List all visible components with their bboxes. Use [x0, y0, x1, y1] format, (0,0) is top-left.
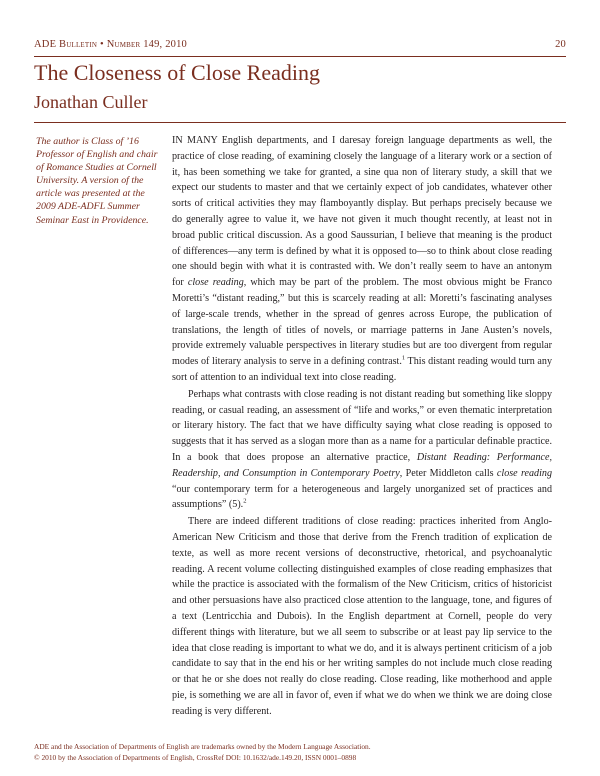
book-title: Distant Reading: Performance, Readership, and Consumption in Contemporary Poetry [172, 451, 552, 479]
footnote-ref[interactable]: 1 [401, 354, 406, 362]
copyright-notice: © 2010 by the Association of Departments of English, CrossRef DOI: 10.1632/ade.149.20, ISSN 0001–0898 [34, 752, 357, 762]
text-run: , which may be part of the problem. The most obvious might be Franco Moretti’s “distant reading,” but this is scarcely reading at all: Moretti’s fascinating analyses of large-scale trends, whether in the spread of genres across Europe, the publication of translations, the length of titles of novels, or marriage patterns in Jane Austen’s novels, provide extremely valuable perspectives in literary studies but are too divergent from regular modes of literary analysis to serve in a defining contrast. [172, 277, 552, 368]
issue-number: Number 149, 2010 [106, 39, 187, 50]
trademark-notice: ADE and the Association of Departments of English are trademarks owned by the Modern Language Association. [34, 742, 371, 751]
top-rule [34, 56, 566, 57]
journal-issue [34, 39, 187, 50]
page-footer [34, 742, 566, 763]
text-run: , Peter Middleton calls [399, 467, 497, 479]
article-title: The Closeness of Close Reading [34, 60, 320, 85]
title-rule [34, 122, 566, 123]
page-number: 20 [555, 39, 566, 50]
running-head [34, 39, 566, 53]
paragraph-1 [172, 133, 552, 386]
italic-term: close reading [187, 277, 244, 289]
author-note: The author is Class of ’16 Professor of English and chair of Romance Studies at Cornell University. A version of the article was presented at the 2009 ADE-ADFL Summer Seminar East in Providence. [36, 136, 158, 226]
paragraph-2 [172, 387, 552, 513]
text-run: IN MANY English departments, and I daresay foreign language departments as well, the practice of close reading, of examining closely the language of a literary work or a section of it, has been something we take for granted, a sine qua non of literary study, a skill that we expect our students to master and that we certainly expect of job candidates, whatever other sorts of critical activities they may flamboyantly display. But perhaps precisely because we do generally agree to value it, we have not given it much thought recently, at least not in broad public critical discussion. As a good Saussurian, I believe that meaning is the product of differences—any term is defined by what it is opposed to—so to think about close reading one should begin with what it is contrasted with. We don’t really seem to have an antonym for [172, 135, 552, 289]
text-run: Perhaps what contrasts with close reading is not distant reading but something like sloppy reading, or casual reading, an assessment of “life and works,” or even thematic interpretation or literary history. The fact that we have difficulty saying what close reading is opposed to suggests that it has served as a slogan more than as a name for a particular definable practice. In a book that does propose an alternative practice, [172, 388, 552, 463]
text-run: This distant reading would turn any sort of attention to an individual text into close reading. [172, 356, 552, 383]
separator: • [97, 39, 107, 50]
italic-term: close reading [496, 467, 552, 479]
text-run: “our contemporary term for a heterogeneous and largely unorganized set of practices and assumptions” (5). [172, 483, 552, 511]
journal-name: ADE Bulletin [34, 39, 98, 50]
article-body [172, 133, 552, 719]
footnote-ref[interactable]: 2 [243, 497, 247, 505]
article-author: Jonathan Culler [34, 92, 148, 112]
paragraph-3: There are indeed different traditions of close reading: practices inherited from Anglo-American New Criticism and those that derive from the French tradition of explication de texte, as well as more recent versions of deconstructive, rhetorical, and psychoanalytic reading. A recent volume collecting distinguished examples of close reading emphasizes that while the practice is associated with the formalism of the New Criticism, critics of historicist and other persuasions have also practiced close attention to the language, tone, and figures of a text (Lentricchia and Dubois). In the English department at Cornell, people do very different things with literature, but we all seem to subscribe or at least pay lip service to the idea that close reading is important to what we do, and it is always pertinent criticism of a job candidate to say that in the end his or her writing samples do not include much close reading or that he or she does not really do close reading. Close reading, like motherhood and apple pie, is something we are all in favor of, even if what we do when we think we are doing close reading is very different. [172, 516, 552, 717]
